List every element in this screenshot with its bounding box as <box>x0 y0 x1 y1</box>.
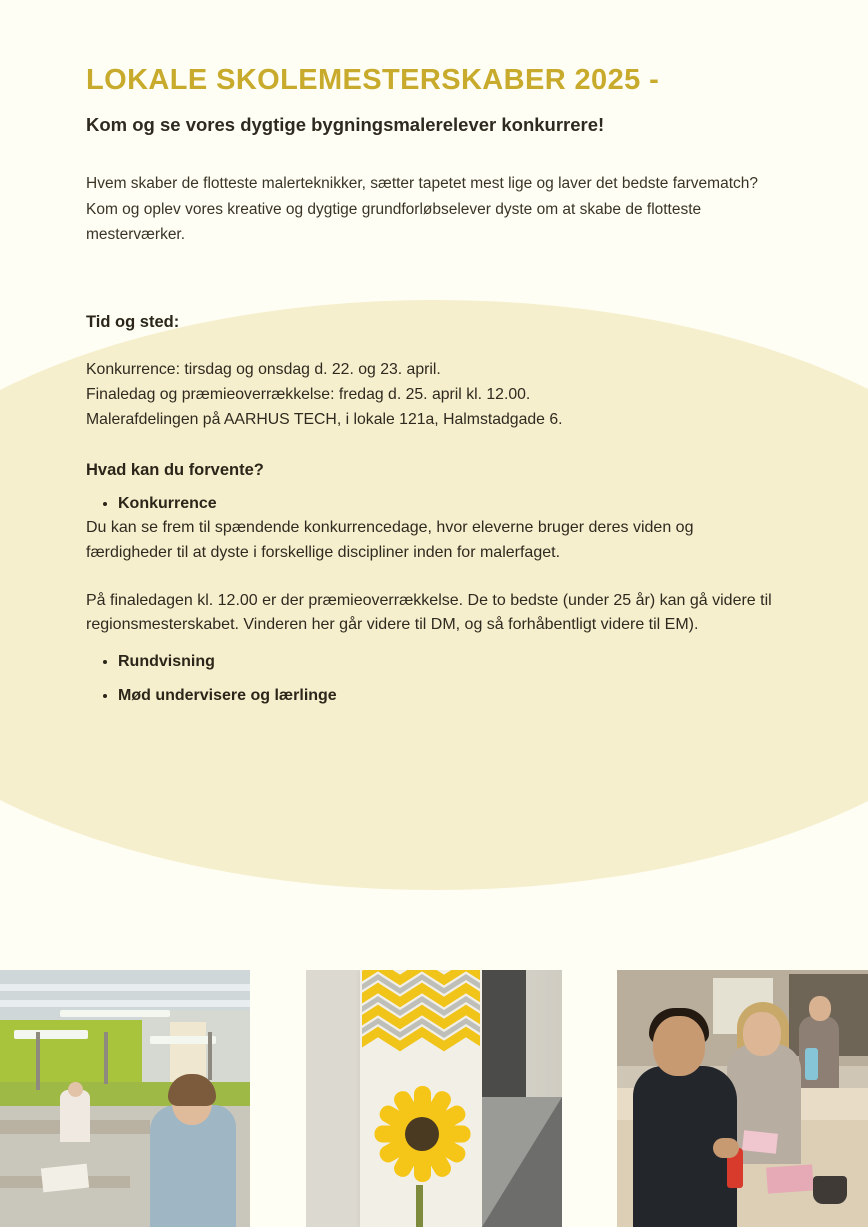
photo-strip <box>0 970 868 1227</box>
photo-workshop-classroom <box>0 970 250 1227</box>
expect-heading: Hvad kan du forvente? <box>86 460 264 479</box>
expect-paragraph-1: Du kan se frem til spændende konkurrencedage, hvor eleverne bruger deres viden og færdigheder til at dyste i forskellige discipliner inden for malerfaget. <box>86 519 694 561</box>
list-item: • Rundvisning <box>118 652 782 673</box>
details-section <box>0 313 868 708</box>
expect-bullet-list-3 <box>86 686 782 707</box>
zigzag-pattern-icon <box>362 970 480 1058</box>
time-place-heading: Tid og sted: <box>86 312 180 331</box>
time-place-line: Finaledag og præmieoverrækkelse: fredag d. 25. april kl. 12.00. <box>86 385 531 403</box>
list-item: • Konkurrence <box>118 494 782 515</box>
page-subtitle: Kom og se vores dygtige bygningsmalerelever konkurrere! <box>86 114 605 136</box>
expect-bullet-list-2 <box>86 652 782 673</box>
header-section <box>0 0 868 247</box>
time-place-line: Malerafdelingen på AARHUS TECH, i lokale 121a, Halmstadgade 6. <box>86 410 563 428</box>
photo-sunflower-mural <box>306 970 562 1227</box>
list-item: • Mød undervisere og lærlinge <box>118 686 782 707</box>
time-place-line: Konkurrence: tirsdag og onsdag d. 22. og 23. april. <box>86 360 441 378</box>
expect-bullet-list-1 <box>86 494 782 515</box>
sunflower-icon <box>368 1080 476 1188</box>
photo-students-at-table <box>617 970 868 1227</box>
time-place-lines <box>86 358 782 433</box>
expect-paragraph-2: På finaledagen kl. 12.00 er der præmieoverrækkelse. De to bedste (under 25 år) kan gå videre til regionsmesterskabet. Vinderen her går videre til DM, og så forhåbentligt videre til EM). <box>86 592 772 634</box>
page-title: LOKALE SKOLEMESTERSKABER 2025 - <box>86 64 660 96</box>
intro-paragraph: Hvem skaber de flotteste malerteknikker, sætter tapetet mest lige og laver det bedste farvematch? Kom og oplev vores kreative og dygtige grundforløbselever dyste om at skabe de flotteste mesterværker. <box>86 175 758 243</box>
